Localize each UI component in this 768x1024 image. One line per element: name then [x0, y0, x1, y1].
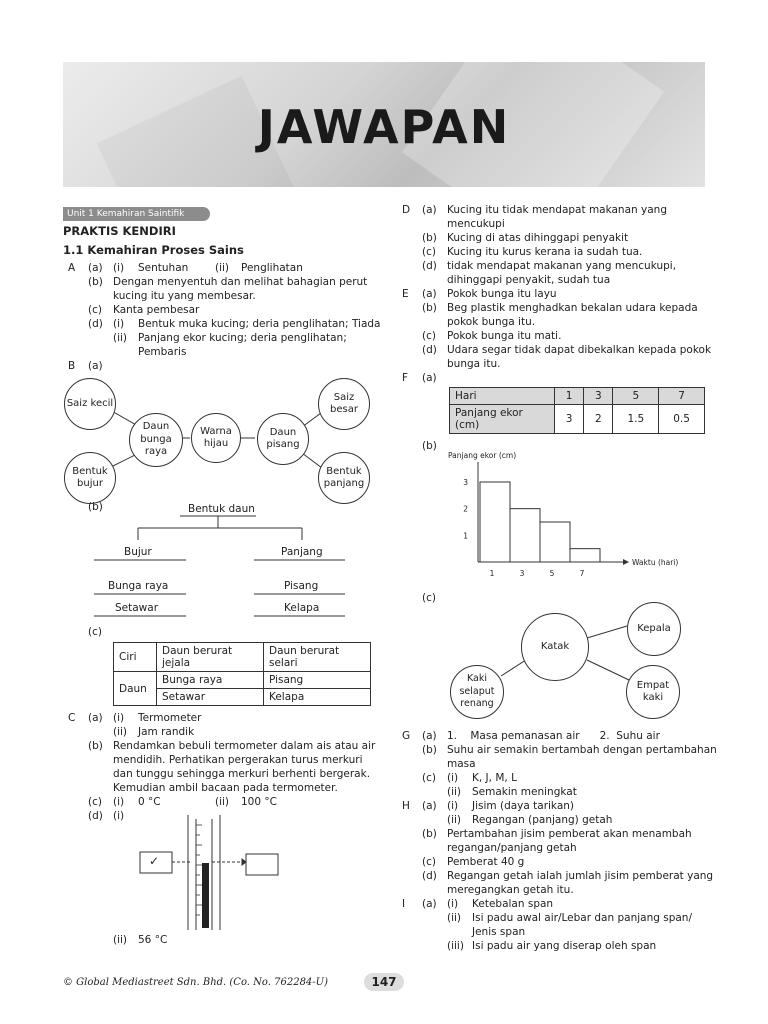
q-part: (b) — [422, 828, 437, 840]
node-daun-pisang: Daun pisang — [257, 413, 309, 465]
q-sub: (ii) — [113, 934, 128, 946]
node-saiz-kecil: Saiz kecil — [64, 378, 116, 430]
q-part: (c) — [422, 246, 436, 258]
q-letter: H — [402, 800, 410, 812]
answer-text: Beg plastik menghadkan bekalan udara kepada — [447, 302, 698, 314]
answer-text: Udara segar tidak dapat dibekalkan kepada pokok — [447, 344, 712, 356]
q-letter: G — [402, 730, 411, 742]
answer-text: Pertambahan jisim pemberat akan menambah — [447, 828, 692, 840]
table-cell: Pisang — [263, 672, 370, 689]
answer-text: 0 °C — [138, 796, 161, 808]
q-sub: (i) — [113, 262, 125, 274]
q-part: (a) — [422, 800, 437, 812]
answer-text: Termometer — [138, 712, 202, 724]
tail-length-table — [449, 387, 705, 434]
q-part: (b) — [422, 440, 437, 452]
unit-label: Unit 1 Kemahiran Saintifik — [63, 207, 210, 221]
answer-text: K, J, M, L — [472, 772, 517, 784]
q-part: (b) — [422, 302, 437, 314]
table-header: Ciri — [114, 643, 157, 672]
section-heading: PRAKTIS KENDIRI — [63, 224, 176, 238]
answer-text: Pembaris — [138, 346, 187, 358]
table-header: Daun berurat selari — [263, 643, 370, 672]
answer-text: 1. Masa pemanasan air 2. Suhu air — [447, 730, 660, 742]
table-cell: Panjang ekor (cm) — [450, 405, 555, 434]
q-letter: I — [402, 898, 406, 910]
answer-text: 100 °C — [241, 796, 277, 808]
answer-text: Pokok bunga itu layu — [447, 288, 557, 300]
y-tick-label: 1 — [463, 531, 468, 541]
answer-text: Jisim (daya tarikan) — [472, 800, 575, 812]
answer-text: Kucing itu tidak mendapat makanan yang — [447, 204, 667, 216]
answer-text: Penglihatan — [241, 262, 303, 274]
bar-chart — [450, 462, 710, 587]
q-part: (b) — [88, 740, 103, 752]
table-cell: 1 — [555, 388, 584, 405]
node-bentuk-panjang: Bentuk panjang — [318, 452, 370, 504]
q-part: (a) — [88, 360, 103, 372]
answer-text: Pemberat 40 g — [447, 856, 525, 868]
q-sub: (ii) — [447, 814, 462, 826]
chart-ylabel: Panjang ekor (cm) — [448, 451, 517, 460]
table-cell: Setawar — [157, 689, 264, 706]
answer-text: Jam randik — [138, 726, 195, 738]
q-part: (a) — [88, 262, 103, 274]
answer-text: Pokok bunga itu mati. — [447, 330, 562, 342]
answer-text: Kanta pembesar — [113, 304, 200, 316]
answer-text: Suhu air semakin bertambah dengan pertambahan — [447, 744, 717, 756]
q-sub: (i) — [113, 796, 125, 808]
q-part: (a) — [422, 730, 437, 742]
q-sub: (i) — [113, 318, 125, 330]
bar — [570, 549, 600, 562]
answer-text: masa — [447, 758, 476, 770]
node-bentuk-bujur: Bentuk bujur — [64, 452, 116, 504]
answer-text: kucing itu yang membesar. — [113, 290, 256, 302]
q-part: (c) — [88, 796, 102, 808]
x-tick-label: 3 — [519, 569, 525, 578]
x-tick-label: 7 — [579, 569, 585, 578]
q-sub: (ii) — [113, 726, 128, 738]
table-cell: 2 — [584, 405, 613, 434]
answer-text: Kemudian ambil bacaan pada termometer. — [113, 782, 338, 794]
x-axis-arrow — [623, 559, 629, 565]
answer-text: Dengan menyentuh dan melihat bahagian perut — [113, 276, 368, 288]
node-kaki-selaput: Kaki selaput renang — [450, 665, 504, 719]
q-part: (c) — [422, 856, 436, 868]
tree-leaf: Kelapa — [284, 602, 320, 614]
leaf-table — [113, 642, 371, 706]
node-saiz-besar: Saiz besar — [318, 378, 370, 430]
table-row-label: Daun — [114, 672, 157, 706]
answer-text: tidak mendapat makanan yang mencukupi, — [447, 260, 677, 272]
q-part: (a) — [88, 712, 103, 724]
node-kepala: Kepala — [627, 602, 681, 656]
q-part: (d) — [88, 318, 103, 330]
q-sub: (iii) — [447, 940, 464, 952]
table-cell: Hari — [450, 388, 555, 405]
subsection-heading: 1.1 Kemahiran Proses Sains — [63, 243, 244, 257]
q-letter: B — [68, 360, 76, 372]
q-part: (c) — [88, 304, 102, 316]
y-tick-label: 3 — [463, 478, 468, 487]
answer-text: Kucing di atas dihinggapi penyakit — [447, 232, 629, 244]
q-sub: (ii) — [447, 912, 462, 924]
q-sub: (ii) — [447, 786, 462, 798]
node-empat-kaki: Empat kaki — [626, 665, 680, 719]
answer-text: Regangan getah ialah jumlah jisim pemberat yang — [447, 870, 714, 882]
q-sub: (ii) — [215, 796, 230, 808]
x-tick-label: 5 — [549, 569, 555, 578]
q-part: (a) — [422, 898, 437, 910]
q-part: (a) — [422, 204, 437, 216]
table-cell: 3 — [555, 405, 584, 434]
answer-text: Semakin meningkat — [472, 786, 577, 798]
page-number: 147 — [364, 973, 404, 991]
answer-text: mencukupi — [447, 218, 505, 230]
y-tick-label: 2 — [463, 504, 468, 514]
answer-text: Sentuhan — [138, 262, 189, 274]
q-part: (b) — [88, 276, 103, 288]
answer-text: 56 °C — [138, 934, 168, 946]
q-sub: (i) — [113, 712, 125, 724]
table-cell: 0.5 — [659, 405, 705, 434]
answer-text: Panjang ekor kucing; deria penglihatan; — [138, 332, 347, 344]
answer-text: Ketebalan span — [472, 898, 554, 910]
answer-text: Isi padu air yang diserap oleh span — [472, 940, 657, 952]
q-part: (c) — [422, 330, 436, 342]
table-cell: 5 — [613, 388, 659, 405]
node-katak: Katak — [521, 613, 589, 681]
page-title: JAWAPAN — [257, 100, 511, 154]
answer-text: regangan/panjang getah — [447, 842, 577, 854]
answer-text: Bentuk muka kucing; deria penglihatan; Tiada — [138, 318, 381, 330]
q-part: (d) — [422, 260, 437, 272]
answer-text: Rendamkan bebuli termometer dalam ais atau air — [113, 740, 376, 752]
q-part: (d) — [422, 870, 437, 882]
q-sub: (i) — [447, 898, 459, 910]
q-part: (b) — [422, 232, 437, 244]
answer-text: dihinggapi penyakit, sudah tua — [447, 274, 611, 286]
check-mark: ✓ — [149, 854, 160, 868]
q-sub: (ii) — [215, 262, 230, 274]
answer-text: pokok bunga itu. — [447, 316, 536, 328]
answer-text: bunga itu. — [447, 358, 501, 370]
q-part: (b) — [422, 744, 437, 756]
q-part: (a) — [422, 372, 437, 384]
answer-text: Regangan (panjang) getah — [472, 814, 613, 826]
table-cell: 7 — [659, 388, 705, 405]
q-part: (c) — [88, 626, 102, 638]
answer-text: meregangkan getah itu. — [447, 884, 574, 896]
q-letter: A — [68, 262, 76, 274]
q-part: (c) — [422, 592, 436, 604]
table-header: Daun berurat jejala — [157, 643, 264, 672]
q-part: (d) — [422, 344, 437, 356]
q-part: (b) — [88, 501, 103, 513]
q-part: (d) — [88, 810, 103, 822]
table-cell: Kelapa — [263, 689, 370, 706]
banner — [63, 62, 705, 187]
q-sub: (i) — [447, 772, 459, 784]
table-cell: 3 — [584, 388, 613, 405]
answer-text: Isi padu awal air/Lebar dan panjang span/ — [472, 912, 692, 924]
answer-text: Jenis span — [472, 926, 526, 938]
table-cell: Bunga raya — [157, 672, 264, 689]
q-letter: F — [402, 372, 409, 384]
bar — [480, 482, 510, 562]
q-letter: C — [68, 712, 76, 724]
q-part: (a) — [422, 288, 437, 300]
answer-text: dan tunggu sehingga merkuri berhenti bergerak. — [113, 768, 371, 780]
tree-node-bujur: Bujur — [124, 546, 152, 558]
table-cell: 1.5 — [613, 405, 659, 434]
tree-leaf: Bunga raya — [108, 580, 169, 592]
q-sub: (ii) — [113, 332, 128, 344]
tree-leaf: Pisang — [284, 580, 319, 592]
q-sub: (i) — [113, 810, 125, 822]
tree-leaf: Setawar — [115, 602, 159, 614]
node-warna-hijau: Warna hijau — [191, 413, 241, 463]
x-tick-label: 1 — [489, 569, 495, 578]
q-sub: (i) — [447, 800, 459, 812]
bar — [540, 522, 570, 562]
tree-root: Bentuk daun — [188, 503, 255, 515]
copyright-footer: © Global Mediastreet Sdn. Bhd. (Co. No. 762284-U) — [63, 977, 328, 988]
q-part: (c) — [422, 772, 436, 784]
answer-text: Kucing itu kurus kerana ia sudah tua. — [447, 246, 643, 258]
thermometer-figure — [130, 815, 290, 930]
chart-xlabel: Waktu (hari) — [632, 558, 679, 567]
node-daun-bunga-raya: Daun bunga raya — [129, 413, 183, 467]
tree-node-panjang: Panjang — [281, 546, 323, 558]
bar — [510, 509, 540, 562]
answer-text: mendidih. Perhatikan pergerakan turus merkuri — [113, 754, 363, 766]
q-letter: D — [402, 204, 411, 216]
q-letter: E — [402, 288, 409, 300]
